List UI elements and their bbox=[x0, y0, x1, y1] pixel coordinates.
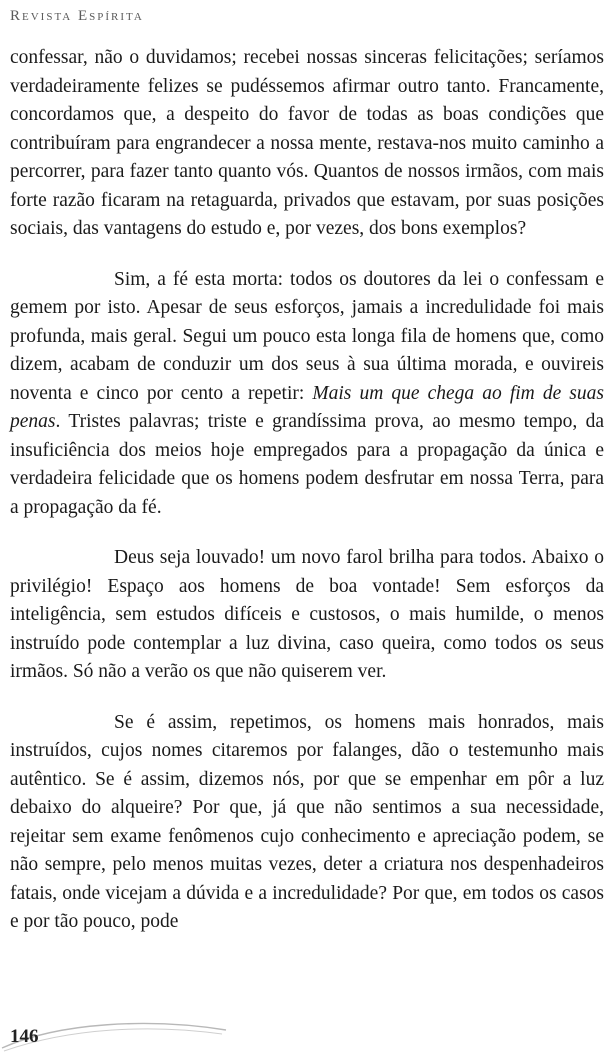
paragraph-2-text-end: . Tristes palavras; triste e grandíssima prova, ao mesmo tempo, da insuficiência dos meios hoje empregados para a propagação da única e verdadeira felicidade que os homens podem desfrutar em nossa Terra, para a propagação da fé. bbox=[10, 411, 604, 518]
paragraph-2 bbox=[10, 266, 604, 523]
article-body bbox=[10, 44, 604, 959]
running-title: Revista Espírita bbox=[10, 8, 144, 24]
paragraph-1: confessar, não o duvidamos; recebei nossas sinceras felicitações; seríamos verdadeiramente felizes se pudéssemos afirmar outro tanto. Francamente, concordamos que, a despeito do favor de todas as boas condições que contribuíram para engrandecer a nossa mente, restava-nos muito caminho a percorrer, para fazer tanto quanto vós. Quantos de nossos irmãos, com mais forte razão ficaram na retaguarda, privados que estavam, por suas posições sociais, das vantagens do estudo e, por vezes, dos bons exemplos? bbox=[10, 47, 604, 239]
page-number: 146 bbox=[10, 1026, 39, 1047]
paragraph-3: Deus seja louvado! um novo farol brilha para todos. Abaixo o privilégio! Espaço aos homens de boa vontade! Sem esforços da inteligência, sem estudos difíceis e custosos, o mais humilde, o menos instruído pode contemplar a luz divina, caso queira, como todos os seus irmãos. Só não a verão os que não quiserem ver. bbox=[10, 547, 604, 682]
paragraph-4: Se é assim, repetimos, os homens mais honrados, mais instruídos, cujos nomes citaremos por falanges, dão o testemunho mais autêntico. Se é assim, dizemos nós, por que se empenhar em pôr a luz debaixo do alqueire? Por que, já que não sentimos a sua necessidade, rejeitar sem exame fenômenos cujo conhecimento e apreciação podem, se não sempre, pelo menos muitas vezes, deter a criatura nos despenhadeiros fatais, onde vicejam a dúvida e a incredulidade? Por que, em todos os casos e por tão pouco, pode bbox=[10, 711, 604, 932]
italic-quote: Mais um que chega ao fim de suas penas bbox=[10, 382, 604, 432]
paragraph-2-text-start: Sim, a fé esta morta: todos os doutores da lei o confessam e gemem por isto. Apesar de seus esforços, jamais a incredulidade foi mais profunda, mais geral. Segui um pouco esta longa fila de homens que, como dizem, acabam de conduzir um dos seus à sua última morada, e ouvireis noventa e cinco por cento a repetir: bbox=[10, 268, 604, 404]
